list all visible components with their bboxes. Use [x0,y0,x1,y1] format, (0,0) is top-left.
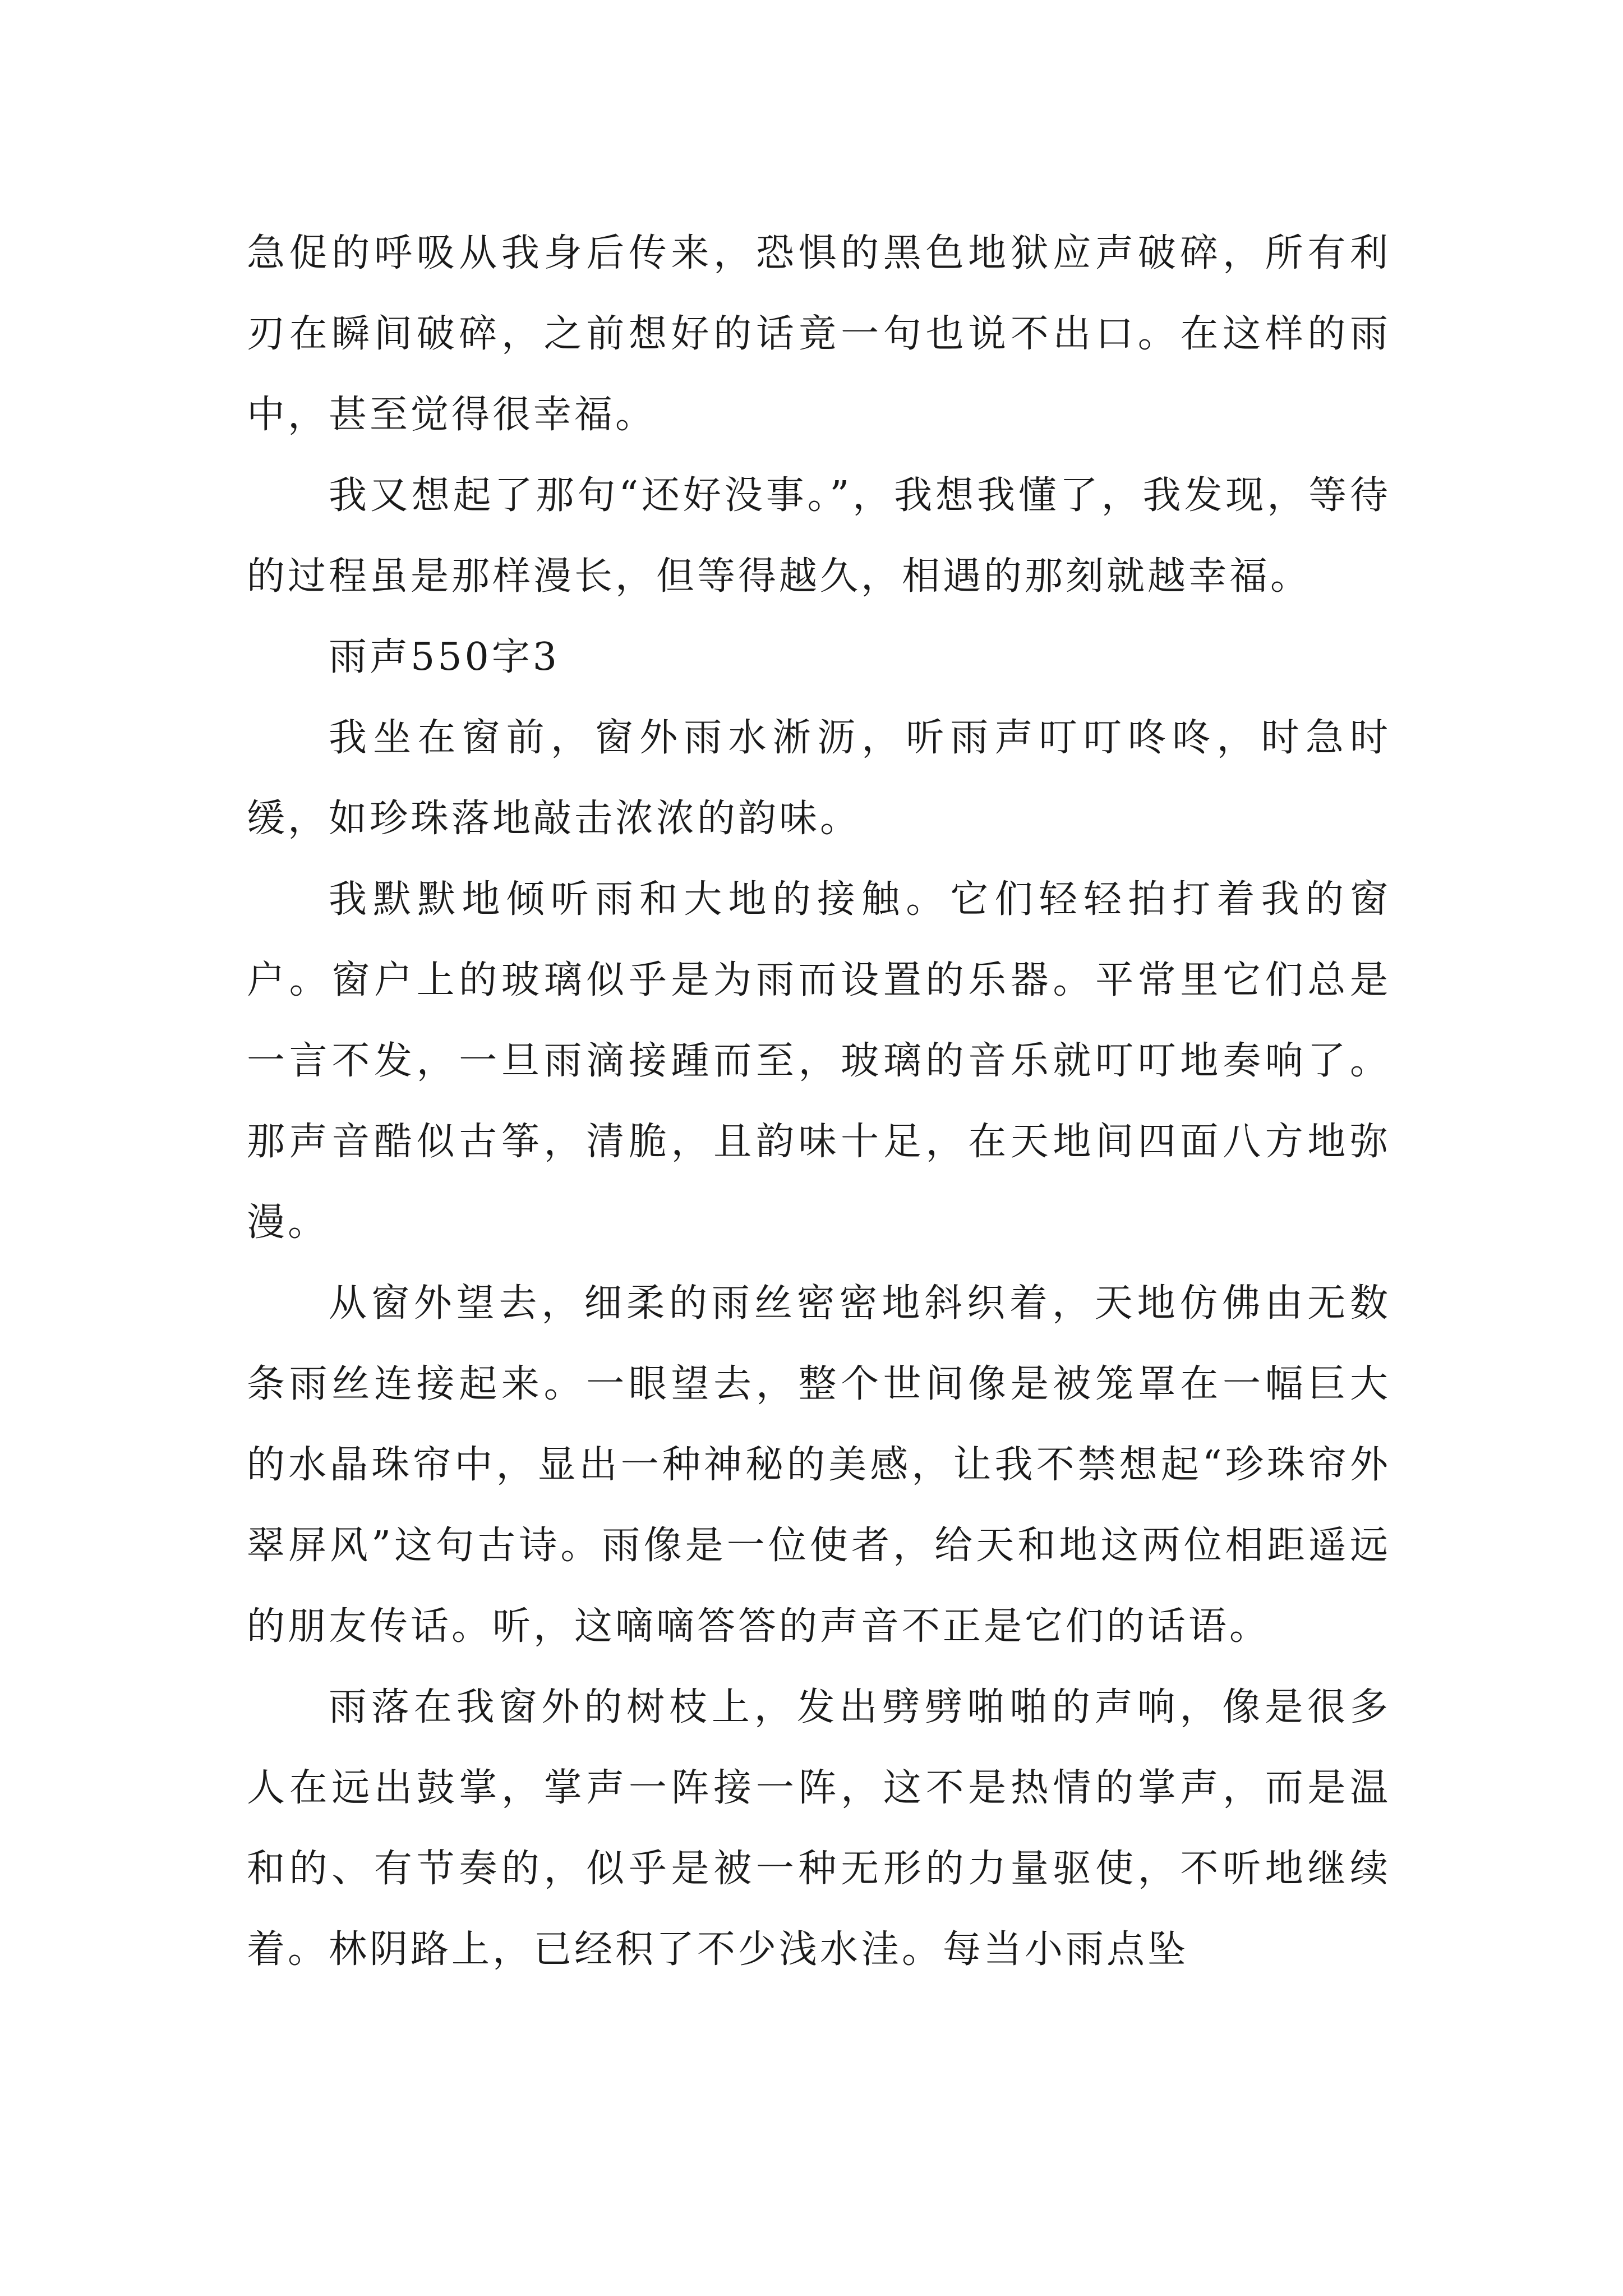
document-body [247,213,1391,1990]
paragraph: 从窗外望去，细柔的雨丝密密地斜织着，天地仿佛由无数条雨丝连接起来。一眼望去，整个世间像是被笼罩在一幅巨大的水晶珠帘中，显出一种神秘的美感，让我不禁想起“珍珠帘外翠屏风”这句古诗。雨像是一位使者，给天和地这两位相距遥远的朋友传话。听，这嘀嘀答答的声音不正是它们的话语。 [247,1281,1391,1649]
paragraph: 雨落在我窗外的树枝上，发出劈劈啪啪的声响，像是很多人在远出鼓掌，掌声一阵接一阵，这不是热情的掌声，而是温和的、有节奏的，似乎是被一种无形的力量驱使，不听地继续着。林阴路上，已经积了不少浅水洼。每当小雨点坠 [247,1685,1391,1972]
paragraph: 我默默地倾听雨和大地的接触。它们轻轻拍打着我的窗户。窗户上的玻璃似乎是为雨而设置的乐器。平常里它们总是一言不发，一旦雨滴接踵而至，玻璃的音乐就叮叮地奏响了。那声音酷似古筝，清脆，且韵味十足，在天地间四面八方地弥漫。 [247,877,1391,1245]
paragraph: 急促的呼吸从我身后传来，恐惧的黑色地狱应声破碎，所有利刃在瞬间破碎，之前想好的话竟一句也说不出口。在这样的雨中，甚至觉得很幸福。 [247,231,1391,437]
section-heading: 雨声550字3 [329,635,560,679]
paragraph: 我又想起了那句“还好没事。”，我想我懂了，我发现，等待的过程虽是那样漫长，但等得越久，相遇的那刻就越幸福。 [247,473,1391,599]
paragraph: 我坐在窗前，窗外雨水淅沥，听雨声叮叮咚咚，时急时缓，如珍珠落地敲击浓浓的韵味。 [247,716,1391,841]
